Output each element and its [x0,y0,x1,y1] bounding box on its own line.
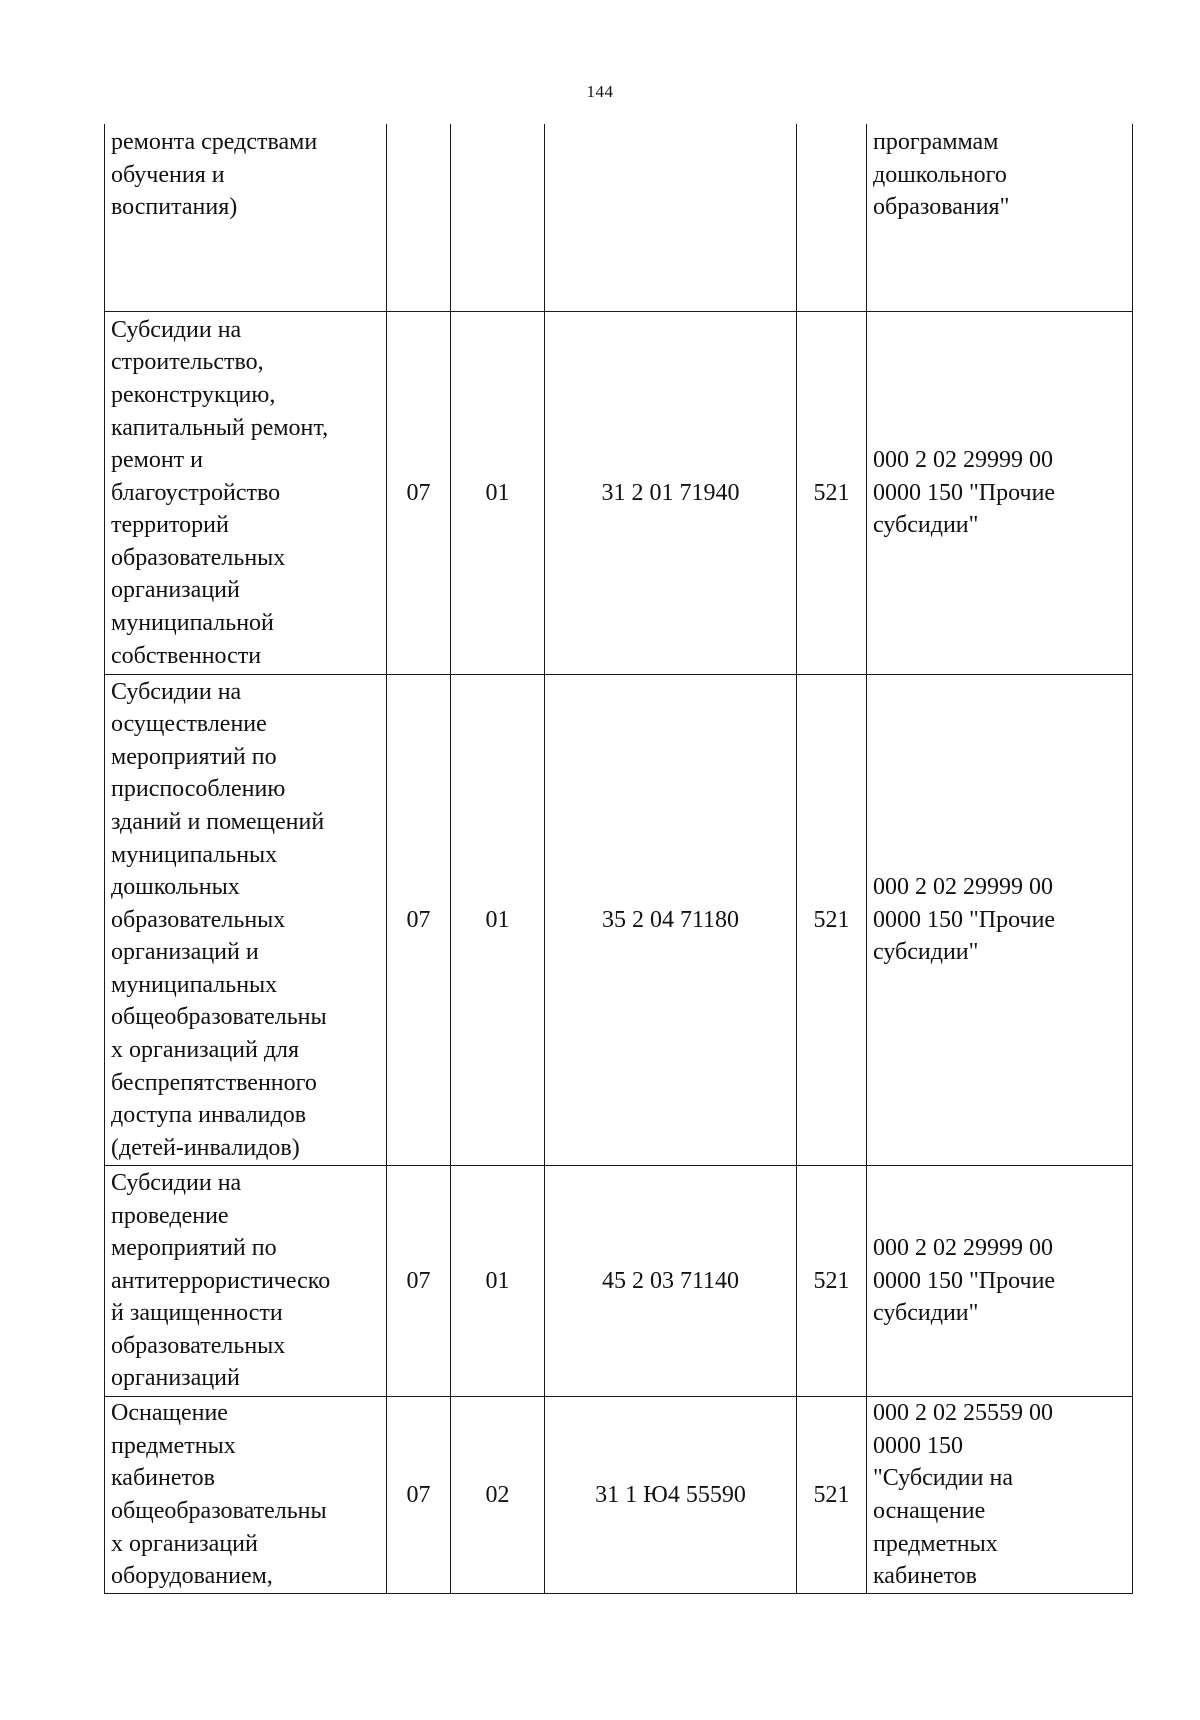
row-description: Субсидии на осуществление мероприятий по приспособлению зданий и помещений муниципальных дошкольных образовательных организаций и муниципальных общеобразовательны х организаций для беспрепятственного доступа инвалидов (детей-инвалидов) [105,675,387,1166]
row-target-code: 35 2 04 71180 [545,675,797,1166]
row-expense-type: 521 [797,1166,867,1397]
row-income-code: 000 2 02 25559 00 0000 150 "Субсидии на оснащение предметных кабинетов [867,1397,1133,1594]
row-description: Оснащение предметных кабинетов общеобразовательны х организаций оборудованием, [105,1397,387,1594]
subsidy-table [104,124,1133,1594]
row-target-code: 31 1 Ю4 55590 [545,1397,797,1594]
row-section: 07 [387,1397,451,1594]
row-section [387,124,451,312]
row-target-code [545,124,797,312]
row-section: 07 [387,675,451,1166]
table-row [105,675,1133,1166]
row-subsection: 01 [451,312,545,675]
row-expense-type: 521 [797,312,867,675]
page-number: 144 [586,82,614,101]
row-income-code: программам дошкольного образования" [867,124,1133,312]
row-income-code: 000 2 02 29999 00 0000 150 "Прочие субсидии" [867,675,1133,1166]
row-section: 07 [387,312,451,675]
row-subsection: 01 [451,1166,545,1397]
row-subsection [451,124,545,312]
row-section: 07 [387,1166,451,1397]
row-description: Субсидии на строительство, реконструкцию, капитальный ремонт, ремонт и благоустройство территорий образовательных организаций муниципальной собственности [105,312,387,675]
row-description: ремонта средствами обучения и воспитания) [105,124,387,312]
row-expense-type: 521 [797,675,867,1166]
row-target-code: 45 2 03 71140 [545,1166,797,1397]
row-expense-type [797,124,867,312]
row-income-code: 000 2 02 29999 00 0000 150 "Прочие субсидии" [867,1166,1133,1397]
row-income-code: 000 2 02 29999 00 0000 150 "Прочие субсидии" [867,312,1133,675]
row-description: Субсидии на проведение мероприятий по антитеррористическо й защищенности образовательных организаций [105,1166,387,1397]
row-target-code: 31 2 01 71940 [545,312,797,675]
row-expense-type: 521 [797,1397,867,1594]
table-row [105,124,1133,312]
table-row [105,1397,1133,1594]
table-row [105,312,1133,675]
row-subsection: 02 [451,1397,545,1594]
row-subsection: 01 [451,675,545,1166]
table-row [105,1166,1133,1397]
